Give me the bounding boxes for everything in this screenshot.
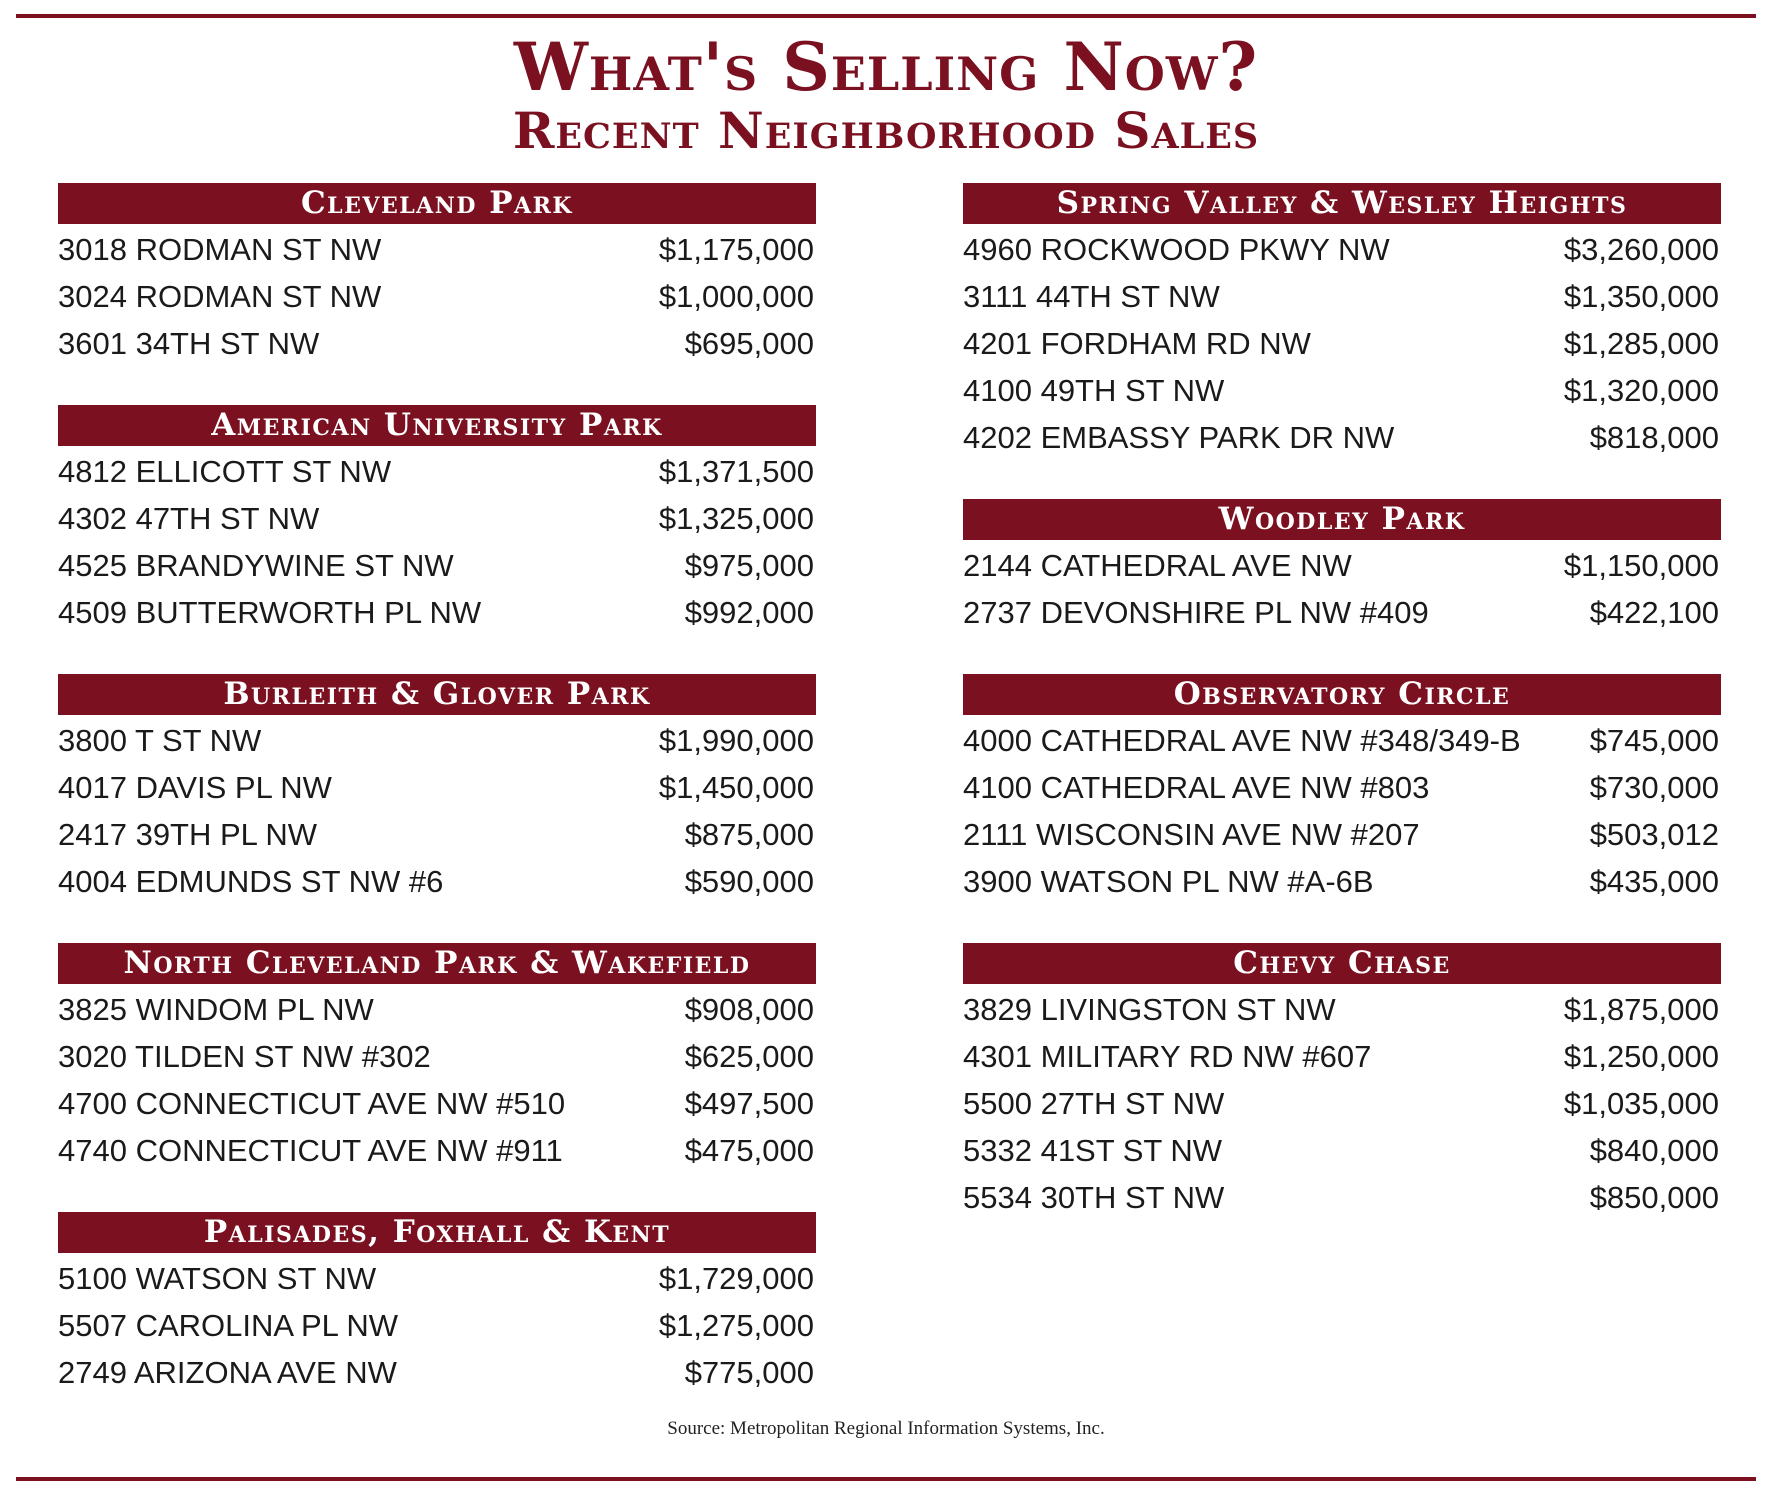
sale-price: $1,250,000 xyxy=(1563,1038,1719,1074)
neighborhood-header: Burleith & Glover Park xyxy=(58,674,816,715)
sale-price: $503,012 xyxy=(1589,816,1719,852)
left-column xyxy=(58,183,816,1434)
sale-address: 4812 ELLICOTT ST NW xyxy=(58,453,392,489)
sale-address: 2417 39TH PL NW xyxy=(58,816,318,852)
sale-address: 4100 49TH ST NW xyxy=(963,372,1225,408)
sale-row xyxy=(963,542,1721,589)
sale-price: $625,000 xyxy=(684,1038,814,1074)
sale-row xyxy=(963,1080,1721,1127)
neighborhood-section xyxy=(963,183,1721,461)
sale-price: $1,000,000 xyxy=(658,278,814,314)
sale-address: 5534 30TH ST NW xyxy=(963,1179,1225,1215)
sale-row xyxy=(58,448,816,495)
neighborhood-section xyxy=(963,674,1721,905)
sale-price: $695,000 xyxy=(684,325,814,361)
sale-address: 4100 CATHEDRAL AVE NW #803 xyxy=(963,769,1430,805)
sale-price: $1,150,000 xyxy=(1563,547,1719,583)
sale-row xyxy=(963,1033,1721,1080)
sale-address: 4302 47TH ST NW xyxy=(58,500,320,536)
sale-address: 4017 DAVIS PL NW xyxy=(58,769,332,805)
sale-row xyxy=(58,589,816,636)
sale-price: $875,000 xyxy=(684,816,814,852)
neighborhood-header: Palisades, Foxhall & Kent xyxy=(58,1212,816,1253)
sale-row xyxy=(58,226,816,273)
sale-address: 2111 WISCONSIN AVE NW #207 xyxy=(963,816,1420,852)
sale-address: 4004 EDMUNDS ST NW #6 xyxy=(58,863,444,899)
sale-price: $1,325,000 xyxy=(658,500,814,536)
sale-price: $850,000 xyxy=(1589,1179,1719,1215)
sale-row xyxy=(58,495,816,542)
neighborhood-section xyxy=(58,1212,816,1396)
neighborhood-section xyxy=(58,674,816,905)
sale-address: 3111 44TH ST NW xyxy=(963,278,1220,314)
sale-price: $1,175,000 xyxy=(658,231,814,267)
sale-price: $1,450,000 xyxy=(658,769,814,805)
bottom-rule xyxy=(16,1477,1756,1481)
source-note: Source: Metropolitan Regional Information Systems, Inc. xyxy=(667,1418,1105,1439)
neighborhood-section xyxy=(58,405,816,636)
sale-row xyxy=(58,764,816,811)
sale-row xyxy=(58,858,816,905)
sale-row xyxy=(58,542,816,589)
neighborhood-header: American University Park xyxy=(58,405,816,446)
sale-row xyxy=(963,367,1721,414)
sale-address: 2144 CATHEDRAL AVE NW xyxy=(963,547,1352,583)
sale-price: $435,000 xyxy=(1589,863,1719,899)
right-column xyxy=(963,183,1721,1259)
sale-address: 4000 CATHEDRAL AVE NW #348/349-B xyxy=(963,722,1521,758)
sale-address: 4740 CONNECTICUT AVE NW #911 xyxy=(58,1132,563,1168)
sale-price: $818,000 xyxy=(1589,419,1719,455)
sale-row xyxy=(963,717,1721,764)
sale-row xyxy=(963,226,1721,273)
sale-address: 3601 34TH ST NW xyxy=(58,325,320,361)
sale-price: $745,000 xyxy=(1589,722,1719,758)
neighborhood-header: North Cleveland Park & Wakefield xyxy=(58,943,816,984)
page-title: What's Selling Now? xyxy=(513,28,1259,106)
sale-price: $1,729,000 xyxy=(658,1260,814,1296)
sale-price: $590,000 xyxy=(684,863,814,899)
sale-address: 4525 BRANDYWINE ST NW xyxy=(58,547,454,583)
sale-row xyxy=(963,589,1721,636)
sale-row xyxy=(963,858,1721,905)
sale-address: 3020 TILDEN ST NW #302 xyxy=(58,1038,431,1074)
sale-address: 5507 CAROLINA PL NW xyxy=(58,1307,398,1343)
neighborhood-section xyxy=(963,499,1721,636)
sale-price: $1,350,000 xyxy=(1563,278,1719,314)
sale-address: 3800 T ST NW xyxy=(58,722,262,758)
sale-address: 4509 BUTTERWORTH PL NW xyxy=(58,594,482,630)
sale-price: $992,000 xyxy=(684,594,814,630)
sale-row xyxy=(58,811,816,858)
neighborhood-header: Spring Valley & Wesley Heights xyxy=(963,183,1721,224)
sale-row xyxy=(963,986,1721,1033)
sale-price: $975,000 xyxy=(684,547,814,583)
sale-row xyxy=(963,320,1721,367)
sale-row xyxy=(963,811,1721,858)
neighborhood-header: Cleveland Park xyxy=(58,183,816,224)
neighborhood-section xyxy=(58,183,816,367)
sale-address: 5500 27TH ST NW xyxy=(963,1085,1225,1121)
neighborhood-header: Chevy Chase xyxy=(963,943,1721,984)
sale-price: $1,320,000 xyxy=(1563,372,1719,408)
sale-price: $775,000 xyxy=(684,1354,814,1390)
sale-row xyxy=(58,1033,816,1080)
sale-price: $1,990,000 xyxy=(658,722,814,758)
neighborhood-header: Observatory Circle xyxy=(963,674,1721,715)
sale-price: $840,000 xyxy=(1589,1132,1719,1168)
sale-row xyxy=(58,1349,816,1396)
neighborhood-section xyxy=(58,943,816,1174)
sale-price: $422,100 xyxy=(1589,594,1719,630)
sale-address: 4202 EMBASSY PARK DR NW xyxy=(963,419,1395,455)
sale-price: $475,000 xyxy=(684,1132,814,1168)
sale-price: $908,000 xyxy=(684,991,814,1027)
sale-row xyxy=(58,273,816,320)
sale-price: $1,035,000 xyxy=(1563,1085,1719,1121)
sale-price: $730,000 xyxy=(1589,769,1719,805)
sale-row xyxy=(58,1080,816,1127)
sale-row xyxy=(963,764,1721,811)
page-subtitle: Recent Neighborhood Sales xyxy=(512,101,1260,160)
sale-address: 4301 MILITARY RD NW #607 xyxy=(963,1038,1372,1074)
neighborhood-header: Woodley Park xyxy=(963,499,1721,540)
sale-address: 5100 WATSON ST NW xyxy=(58,1260,377,1296)
sale-row xyxy=(58,717,816,764)
sale-price: $1,285,000 xyxy=(1563,325,1719,361)
sale-row xyxy=(58,320,816,367)
sale-address: 3900 WATSON PL NW #A-6B xyxy=(963,863,1374,899)
sale-row xyxy=(963,273,1721,320)
sale-address: 2749 ARIZONA AVE NW xyxy=(58,1354,397,1390)
sale-address: 4960 ROCKWOOD PKWY NW xyxy=(963,231,1390,267)
sale-price: $1,371,500 xyxy=(658,453,814,489)
sale-address: 2737 DEVONSHIRE PL NW #409 xyxy=(963,594,1429,630)
top-rule xyxy=(16,14,1756,18)
sale-row xyxy=(58,1255,816,1302)
sale-address: 3024 RODMAN ST NW xyxy=(58,278,382,314)
sale-row xyxy=(58,1302,816,1349)
sale-row xyxy=(963,1174,1721,1221)
sale-price: $3,260,000 xyxy=(1563,231,1719,267)
sale-row xyxy=(963,1127,1721,1174)
sale-row xyxy=(963,414,1721,461)
sale-address: 5332 41ST ST NW xyxy=(963,1132,1223,1168)
sale-address: 4201 FORDHAM RD NW xyxy=(963,325,1311,361)
sale-row xyxy=(58,986,816,1033)
sale-price: $497,500 xyxy=(684,1085,814,1121)
sale-price: $1,275,000 xyxy=(658,1307,814,1343)
neighborhood-section xyxy=(963,943,1721,1221)
sale-address: 4700 CONNECTICUT AVE NW #510 xyxy=(58,1085,566,1121)
sale-price: $1,875,000 xyxy=(1563,991,1719,1027)
sale-address: 3825 WINDOM PL NW xyxy=(58,991,374,1027)
header xyxy=(0,28,1772,160)
sale-address: 3829 LIVINGSTON ST NW xyxy=(963,991,1336,1027)
sale-address: 3018 RODMAN ST NW xyxy=(58,231,382,267)
sale-row xyxy=(58,1127,816,1174)
